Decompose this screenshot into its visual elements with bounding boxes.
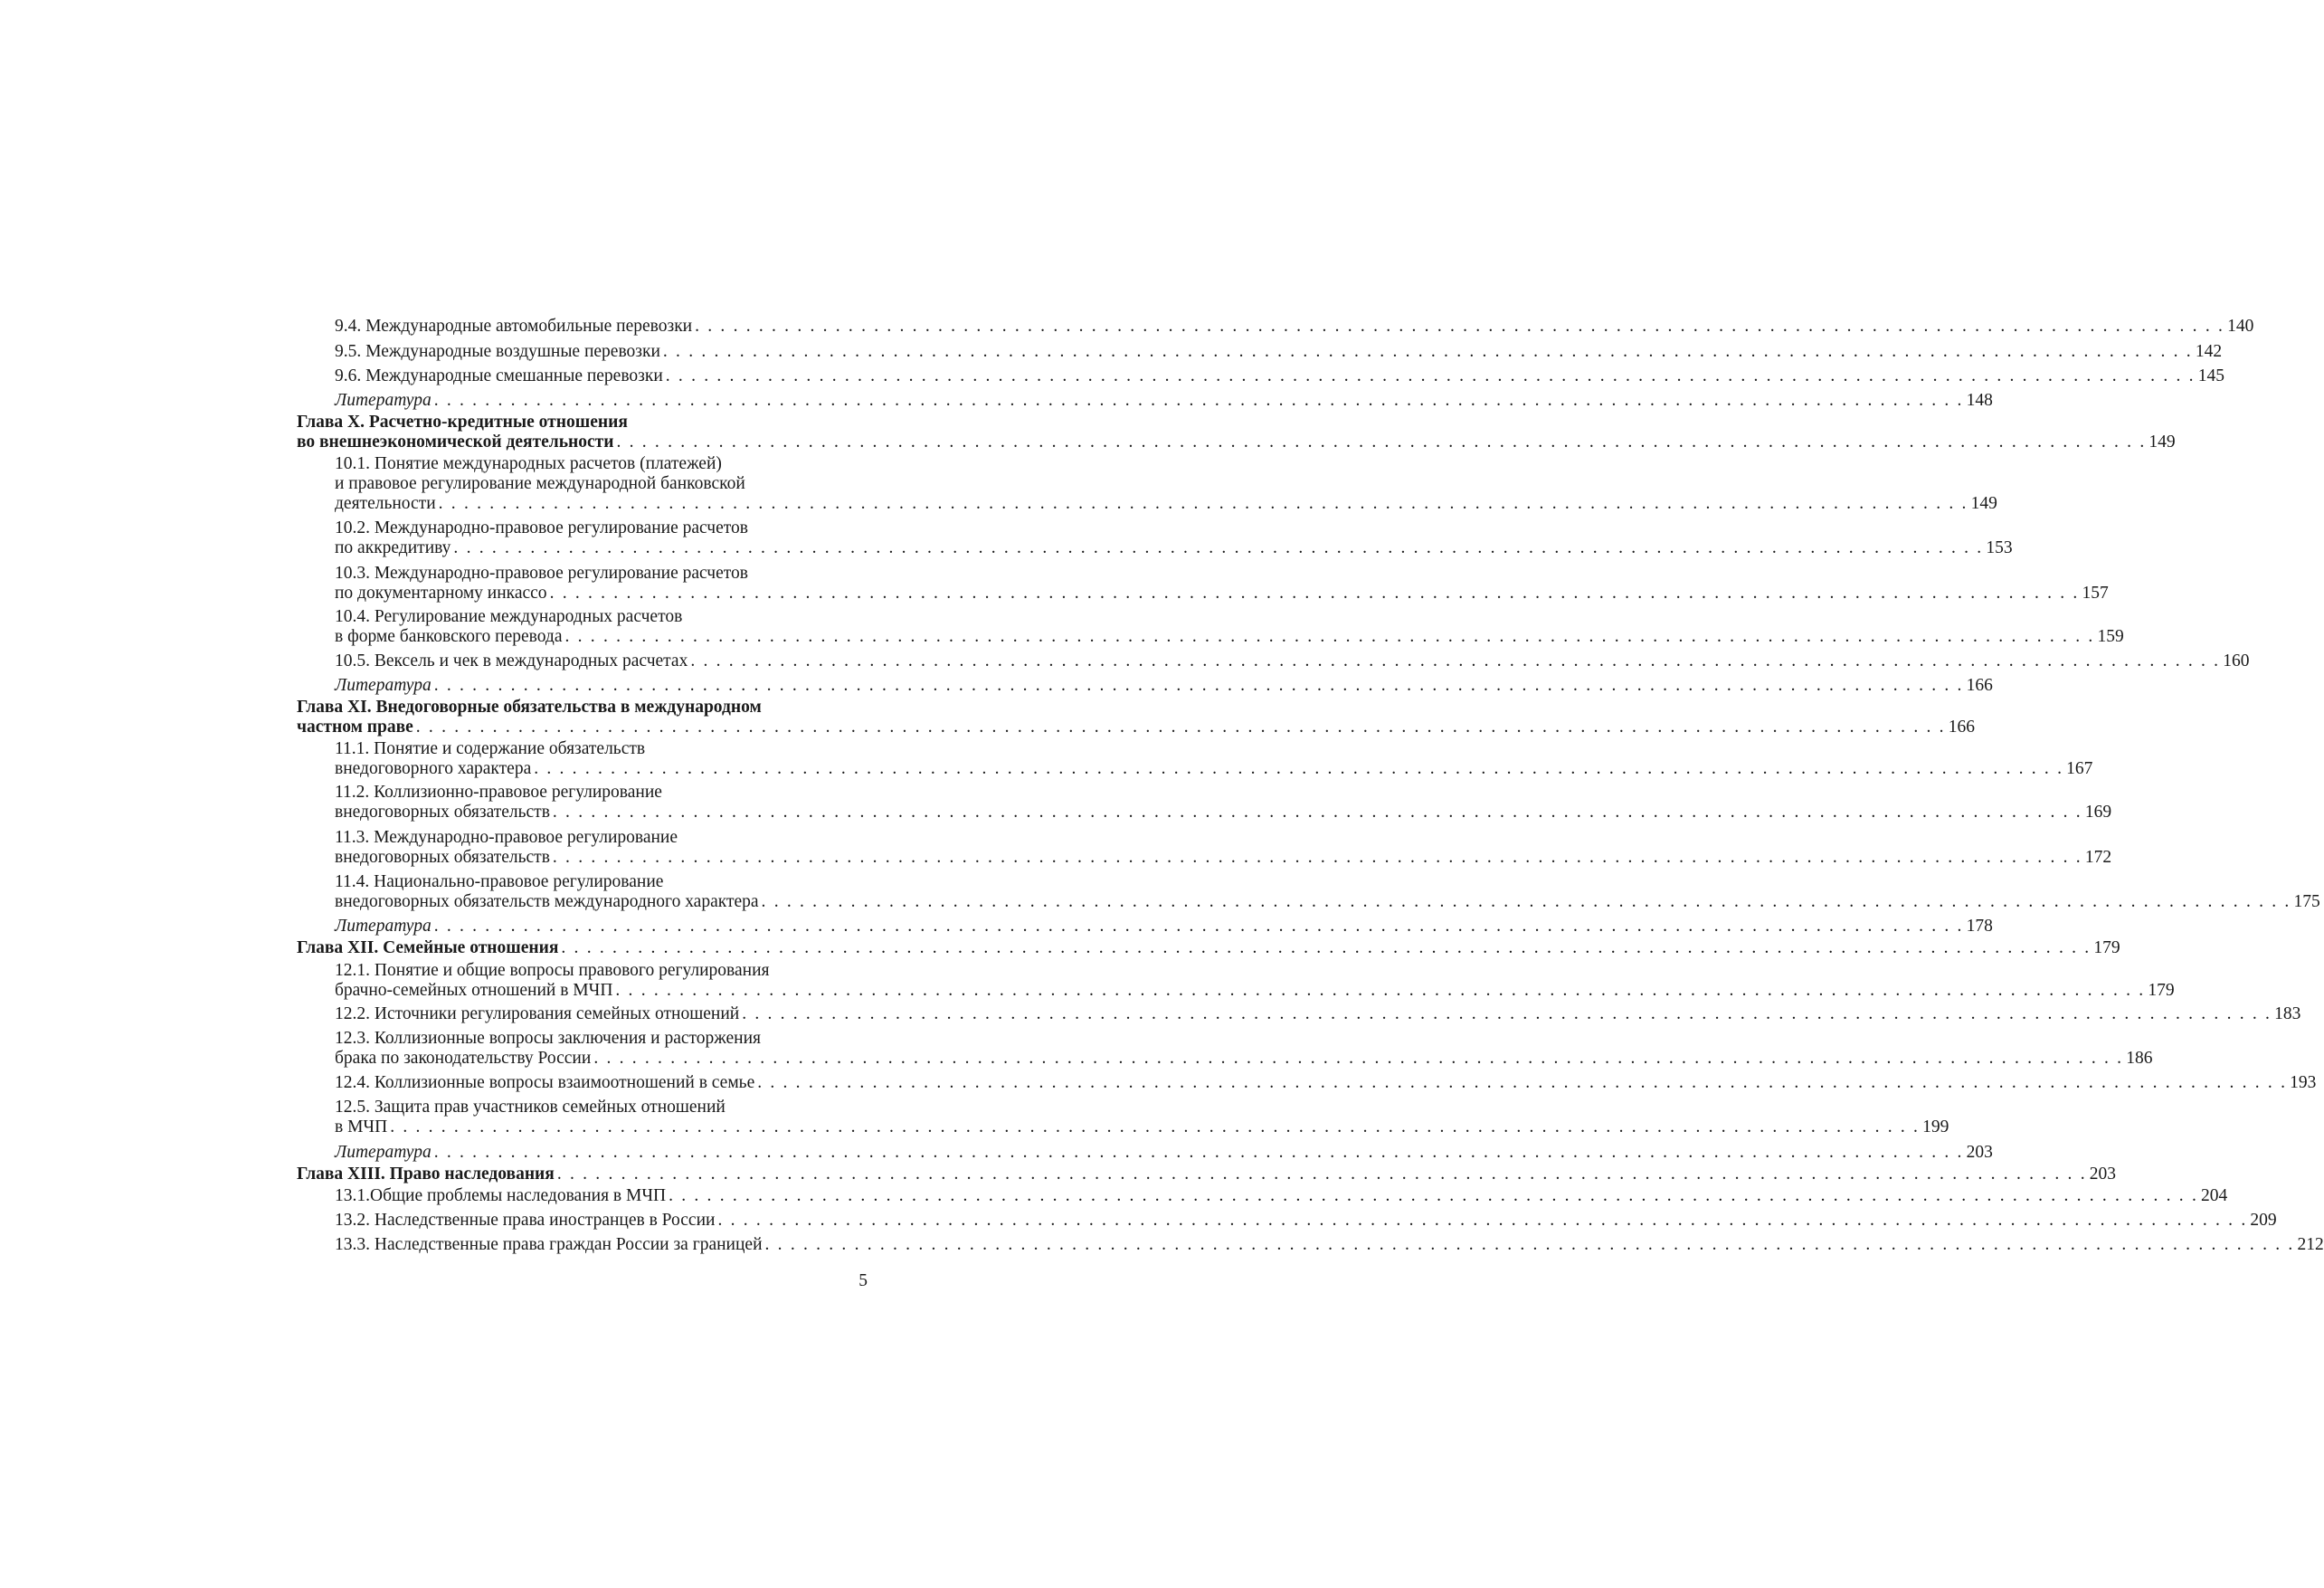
leader-dots: . . . . . . . . . . . . . . . . . . . . . . . . . . . . . . . . . . . . . . . . . . . . . . . . . . . . . . . . . . . . . . . . . . . . . . . . . . . . . . . . . . . . . . . . . . . . . . . . . . . . . . . . . . . . . . . . . . . . . . . . xyxy=(552,848,2082,867)
leader-dots: . . . . . . . . . . . . . . . . . . . . . . . . . . . . . . . . . . . . . . . . . . . . . . . . . . . . . . . . . . . . . . . . . . . . . . . . . . . . . . . . . . . . . . . . . . . . . . . . . . . . . . . . . . . . . . . . . . . . . . . . xyxy=(453,538,1984,557)
toc-entry-title: 12.2. Источники регулирования семейных отношений xyxy=(335,1004,740,1023)
toc-page-number: 142 xyxy=(2195,342,2223,361)
toc-entry-title: 11.1. Понятие и содержание обязательств xyxy=(335,739,646,758)
toc-entry-line xyxy=(335,607,868,627)
toc-page-number: 149 xyxy=(1970,494,1997,513)
toc-page-number: 145 xyxy=(2197,366,2224,385)
toc-page-number: 179 xyxy=(2093,938,2120,957)
toc-entry-title: 12.5. Защита прав участников семейных отношений xyxy=(335,1098,726,1117)
toc-entry-title: 9.4. Международные автомобильные перевозки xyxy=(335,317,693,336)
toc-page-number: 183 xyxy=(2274,1004,2301,1023)
toc-entry-title: 13.1.Общие проблемы наследования в МЧП xyxy=(335,1186,667,1205)
toc-page-number: 199 xyxy=(1922,1117,1949,1136)
toc-entry-last-line xyxy=(335,627,2124,647)
toc-entry-title: Глава X. Расчетно-кредитные отношения xyxy=(297,413,628,432)
toc-section[interactable] xyxy=(335,342,2223,362)
toc-entry-line xyxy=(335,783,868,803)
toc-entry-last-line xyxy=(335,676,1993,696)
toc-entry-last-line xyxy=(297,1165,2117,1184)
toc-section[interactable] xyxy=(335,961,2175,1001)
toc-chapter[interactable] xyxy=(297,413,2176,452)
toc-section[interactable] xyxy=(335,317,2254,337)
toc-entry-last-line xyxy=(335,342,2223,362)
leader-dots: . . . . . . . . . . . . . . . . . . . . . . . . . . . . . . . . . . . . . . . . . . . . . . . . . . . . . . . . . . . . . . . . . . . . . . . . . . . . . . . . . . . . . . . . . . . . . . . . . . . . . . . . . . . . . . . . . . . . . . . . xyxy=(433,676,1964,695)
toc-entry-last-line xyxy=(335,494,1997,514)
toc-page-number: 209 xyxy=(2250,1211,2277,1230)
leader-dots: . . . . . . . . . . . . . . . . . . . . . . . . . . . . . . . . . . . . . . . . . . . . . . . . . . . . . . . . . . . . . . . . . . . . . . . . . . . . . . . . . . . . . . . . . . . . . . . . . . . . . . . . . . . . . . . . . . . . . . . . xyxy=(593,1049,2124,1068)
toc-entry-last-line xyxy=(335,892,2320,912)
toc-chapter[interactable] xyxy=(297,938,2120,958)
toc-entry-line xyxy=(335,564,868,584)
toc-page-number: 175 xyxy=(2293,892,2320,911)
toc-page-number: 157 xyxy=(2082,584,2109,603)
leader-dots: . . . . . . . . . . . . . . . . . . . . . . . . . . . . . . . . . . . . . . . . . . . . . . . . . . . . . . . . . . . . . . . . . . . . . . . . . . . . . . . . . . . . . . . . . . . . . . . . . . . . . . . . . . . . . . . . . . . . . . . . xyxy=(534,759,2064,778)
toc-entry-last-line xyxy=(335,981,2175,1001)
toc-entry-title: внедоговорных обязательств xyxy=(335,803,550,822)
toc-page-number: 179 xyxy=(2148,981,2175,1000)
toc-entry-title: брачно-семейных отношений в МЧП xyxy=(335,981,613,1000)
toc-entry-title: по аккредитиву xyxy=(335,538,451,557)
leader-dots: . . . . . . . . . . . . . . . . . . . . . . . . . . . . . . . . . . . . . . . . . . . . . . . . . . . . . . . . . . . . . . . . . . . . . . . . . . . . . . . . . . . . . . . . . . . . . . . . . . . . . . . . . . . . . . . . . . . . . . . . xyxy=(764,1235,2295,1254)
toc-page-number: 148 xyxy=(1966,391,1993,410)
toc-page-number: 204 xyxy=(2201,1186,2228,1205)
toc-entry-last-line xyxy=(335,1049,2153,1069)
toc-entry-last-line xyxy=(297,938,2120,958)
leader-dots: . . . . . . . . . . . . . . . . . . . . . . . . . . . . . . . . . . . . . . . . . . . . . . . . . . . . . . . . . . . . . . . . . . . . . . . . . . . . . . . . . . . . . . . . . . . . . . . . . . . . . . . . . . . . . . . . . . . . . . . . xyxy=(665,366,2196,385)
leader-dots: . . . . . . . . . . . . . . . . . . . . . . . . . . . . . . . . . . . . . . . . . . . . . . . . . . . . . . . . . . . . . . . . . . . . . . . . . . . . . . . . . . . . . . . . . . . . . . . . . . . . . . . . . . . . . . . . . . . . . . . . xyxy=(717,1211,2248,1230)
leader-dots: . . . . . . . . . . . . . . . . . . . . . . . . . . . . . . . . . . . . . . . . . . . . . . . . . . . . . . . . . . . . . . . . . . . . . . . . . . . . . . . . . . . . . . . . . . . . . . . . . . . . . . . . . . . . . . . . . . . . . . . . xyxy=(433,391,1964,410)
toc-entry-title: 12.1. Понятие и общие вопросы правового регулирования xyxy=(335,961,770,980)
toc-page-number: 186 xyxy=(2126,1049,2153,1068)
toc-entry-last-line xyxy=(335,651,2250,671)
toc-page-number: 169 xyxy=(2084,803,2112,822)
toc-entry-title: деятельности xyxy=(335,494,436,513)
toc-entry-last-line xyxy=(335,759,2093,779)
toc-section[interactable] xyxy=(335,1004,2301,1024)
toc-entry-last-line xyxy=(335,1073,2317,1093)
toc-entry-line xyxy=(335,1098,868,1117)
toc-entry-line xyxy=(335,961,868,981)
toc-entry-title: внедоговорного характера xyxy=(335,759,532,778)
toc-section[interactable] xyxy=(335,366,2224,386)
toc-page-number: 203 xyxy=(1966,1143,1993,1162)
leader-dots: . . . . . . . . . . . . . . . . . . . . . . . . . . . . . . . . . . . . . . . . . . . . . . . . . . . . . . . . . . . . . . . . . . . . . . . . . . . . . . . . . . . . . . . . . . . . . . . . . . . . . . . . . . . . . . . . . . . . . . . . xyxy=(564,627,2095,646)
toc-entry-title: 13.3. Наследственные права граждан России за границей xyxy=(335,1235,763,1254)
toc-entry-line xyxy=(335,454,868,474)
leader-dots: . . . . . . . . . . . . . . . . . . . . . . . . . . . . . . . . . . . . . . . . . . . . . . . . . . . . . . . . . . . . . . . . . . . . . . . . . . . . . . . . . . . . . . . . . . . . . . . . . . . . . . . . . . . . . . . . . . . . . . . . xyxy=(556,1165,2087,1184)
toc-entry-line xyxy=(335,739,868,759)
toc-section[interactable] xyxy=(335,607,2124,647)
toc-entry-title: 12.3. Коллизионные вопросы заключения и расторжения xyxy=(335,1029,761,1048)
toc-entry-last-line xyxy=(335,584,2109,604)
toc-chapter[interactable] xyxy=(297,698,1975,737)
toc-section[interactable] xyxy=(335,564,2109,604)
leader-dots: . . . . . . . . . . . . . . . . . . . . . . . . . . . . . . . . . . . . . . . . . . . . . . . . . . . . . . . . . . . . . . . . . . . . . . . . . . . . . . . . . . . . . . . . . . . . . . . . . . . . . . . . . . . . . . . . . . . . . . . . xyxy=(742,1004,2272,1023)
leader-dots: . . . . . . . . . . . . . . . . . . . . . . . . . . . . . . . . . . . . . . . . . . . . . . . . . . . . . . . . . . . . . . . . . . . . . . . . . . . . . . . . . . . . . . . . . . . . . . . . . . . . . . . . . . . . . . . . . . . . . . . . xyxy=(695,317,2225,336)
toc-entry-title: в МЧП xyxy=(335,1117,388,1136)
toc-entry-title: Литература xyxy=(335,391,432,410)
toc-section[interactable] xyxy=(335,872,2320,912)
toc-entry-title: 10.4. Регулирование международных расчетов xyxy=(335,607,683,626)
toc-entry-last-line xyxy=(335,803,2112,823)
toc-entry-line xyxy=(297,413,868,433)
toc-page-number: 153 xyxy=(1986,538,2013,557)
toc-entry-line xyxy=(335,474,868,494)
toc-entry-title: Литература xyxy=(335,917,432,936)
toc-entry-title: частном праве xyxy=(297,718,413,737)
toc-entry-title: по документарному инкассо xyxy=(335,584,547,603)
toc-section[interactable] xyxy=(335,1235,2324,1255)
toc-entry-last-line xyxy=(335,1143,1993,1163)
toc-entry-title: и правовое регулирование международной банковской xyxy=(335,474,745,493)
toc-page-number: 166 xyxy=(1966,676,1993,695)
toc-page-number: 178 xyxy=(1966,917,1993,936)
toc-page-number: 149 xyxy=(2149,433,2176,452)
toc-entry-title: брака по законодательству России xyxy=(335,1049,592,1068)
leader-dots: . . . . . . . . . . . . . . . . . . . . . . . . . . . . . . . . . . . . . . . . . . . . . . . . . . . . . . . . . . . . . . . . . . . . . . . . . . . . . . . . . . . . . . . . . . . . . . . . . . . . . . . . . . . . . . . . . . . . . . . . xyxy=(561,938,2092,957)
page-number: 5 xyxy=(858,1271,868,1290)
toc-entry-title: 10.3. Международно-правовое регулирование расчетов xyxy=(335,564,748,583)
toc-entry-title: внедоговорных обязательств xyxy=(335,848,550,867)
toc-entry-title: в форме банковского перевода xyxy=(335,627,563,646)
toc-literature[interactable] xyxy=(335,391,1993,411)
toc-entry-title: Литература xyxy=(335,1143,432,1162)
leader-dots: . . . . . . . . . . . . . . . . . . . . . . . . . . . . . . . . . . . . . . . . . . . . . . . . . . . . . . . . . . . . . . . . . . . . . . . . . . . . . . . . . . . . . . . . . . . . . . . . . . . . . . . . . . . . . . . . . . . . . . . . xyxy=(433,917,1964,936)
toc-section[interactable] xyxy=(335,1073,2317,1093)
toc-entry-last-line xyxy=(335,538,2013,558)
toc-page-number: 193 xyxy=(2290,1073,2317,1092)
toc-entry-last-line xyxy=(335,1117,1949,1137)
toc-section[interactable] xyxy=(335,1211,2277,1231)
toc-entry-title: 11.3. Международно-правовое регулирование xyxy=(335,828,678,847)
toc-entry-title: Глава XIII. Право наследования xyxy=(297,1165,555,1184)
toc-entry-title: 10.1. Понятие международных расчетов (платежей) xyxy=(335,454,722,473)
toc-entry-last-line xyxy=(335,1235,2324,1255)
toc-literature[interactable] xyxy=(335,917,1993,937)
toc-page-number: 172 xyxy=(2084,848,2112,867)
toc-section[interactable] xyxy=(335,1029,2153,1069)
toc-entry-last-line xyxy=(335,848,2112,868)
toc-page-number: 212 xyxy=(2297,1235,2324,1254)
leader-dots: . . . . . . . . . . . . . . . . . . . . . . . . . . . . . . . . . . . . . . . . . . . . . . . . . . . . . . . . . . . . . . . . . . . . . . . . . . . . . . . . . . . . . . . . . . . . . . . . . . . . . . . . . . . . . . . . . . . . . . . . xyxy=(761,892,2291,911)
toc-section[interactable] xyxy=(335,739,2093,779)
leader-dots: . . . . . . . . . . . . . . . . . . . . . . . . . . . . . . . . . . . . . . . . . . . . . . . . . . . . . . . . . . . . . . . . . . . . . . . . . . . . . . . . . . . . . . . . . . . . . . . . . . . . . . . . . . . . . . . . . . . . . . . . xyxy=(662,342,2193,361)
toc-entry-line xyxy=(335,872,868,892)
toc-entry-line xyxy=(335,828,868,848)
toc-entry-line xyxy=(335,518,868,538)
leader-dots: . . . . . . . . . . . . . . . . . . . . . . . . . . . . . . . . . . . . . . . . . . . . . . . . . . . . . . . . . . . . . . . . . . . . . . . . . . . . . . . . . . . . . . . . . . . . . . . . . . . . . . . . . . . . . . . . . . . . . . . . xyxy=(616,433,2147,452)
toc-literature[interactable] xyxy=(335,1143,1993,1163)
toc-entry-last-line xyxy=(297,433,2176,452)
leader-dots: . . . . . . . . . . . . . . . . . . . . . . . . . . . . . . . . . . . . . . . . . . . . . . . . . . . . . . . . . . . . . . . . . . . . . . . . . . . . . . . . . . . . . . . . . . . . . . . . . . . . . . . . . . . . . . . . . . . . . . . . xyxy=(757,1073,2288,1092)
toc-literature[interactable] xyxy=(335,676,1993,696)
leader-dots: . . . . . . . . . . . . . . . . . . . . . . . . . . . . . . . . . . . . . . . . . . . . . . . . . . . . . . . . . . . . . . . . . . . . . . . . . . . . . . . . . . . . . . . . . . . . . . . . . . . . . . . . . . . . . . . . . . . . . . . . xyxy=(669,1186,2199,1205)
toc-entry-title: 10.2. Международно-правовое регулирование расчетов xyxy=(335,518,748,537)
leader-dots: . . . . . . . . . . . . . . . . . . . . . . . . . . . . . . . . . . . . . . . . . . . . . . . . . . . . . . . . . . . . . . . . . . . . . . . . . . . . . . . . . . . . . . . . . . . . . . . . . . . . . . . . . . . . . . . . . . . . . . . . xyxy=(415,718,1946,737)
toc-section[interactable] xyxy=(335,518,2013,558)
toc-chapter[interactable] xyxy=(297,1165,2117,1184)
toc-entry-title: во внешнеэкономической деятельности xyxy=(297,433,614,452)
toc-entry-last-line xyxy=(335,917,1993,937)
leader-dots: . . . . . . . . . . . . . . . . . . . . . . . . . . . . . . . . . . . . . . . . . . . . . . . . . . . . . . . . . . . . . . . . . . . . . . . . . . . . . . . . . . . . . . . . . . . . . . . . . . . . . . . . . . . . . . . . . . . . . . . . xyxy=(615,981,2146,1000)
toc-entry-last-line xyxy=(335,391,1993,411)
toc-entry-title: 10.5. Вексель и чек в международных расчетах xyxy=(335,651,688,670)
toc-page-number: 167 xyxy=(2066,759,2093,778)
leader-dots: . . . . . . . . . . . . . . . . . . . . . . . . . . . . . . . . . . . . . . . . . . . . . . . . . . . . . . . . . . . . . . . . . . . . . . . . . . . . . . . . . . . . . . . . . . . . . . . . . . . . . . . . . . . . . . . . . . . . . . . . xyxy=(433,1143,1964,1162)
toc-page-number: 166 xyxy=(1948,718,1975,737)
toc-entry-line xyxy=(335,1029,868,1049)
toc-entry-title: 13.2. Наследственные права иностранцев в России xyxy=(335,1211,716,1230)
toc-section[interactable] xyxy=(335,1186,2228,1206)
toc-section[interactable] xyxy=(335,651,2250,671)
toc-entry-title: 11.4. Национально-правовое регулирование xyxy=(335,872,664,891)
leader-dots: . . . . . . . . . . . . . . . . . . . . . . . . . . . . . . . . . . . . . . . . . . . . . . . . . . . . . . . . . . . . . . . . . . . . . . . . . . . . . . . . . . . . . . . . . . . . . . . . . . . . . . . . . . . . . . . . . . . . . . . . xyxy=(552,803,2082,822)
toc-entry-line xyxy=(297,698,868,718)
leader-dots: . . . . . . . . . . . . . . . . . . . . . . . . . . . . . . . . . . . . . . . . . . . . . . . . . . . . . . . . . . . . . . . . . . . . . . . . . . . . . . . . . . . . . . . . . . . . . . . . . . . . . . . . . . . . . . . . . . . . . . . . xyxy=(438,494,1968,513)
toc-entry-title: Глава XI. Внедоговорные обязательства в международном xyxy=(297,698,762,717)
toc-entry-title: Литература xyxy=(335,676,432,695)
toc-entry-title: Глава XII. Семейные отношения xyxy=(297,938,559,957)
toc-section[interactable] xyxy=(335,454,1997,514)
toc-page-number: 159 xyxy=(2097,627,2124,646)
toc-entry-last-line xyxy=(335,317,2254,337)
toc-page-number: 140 xyxy=(2227,317,2254,336)
toc-entry-last-line xyxy=(297,718,1975,737)
toc-entry-title: 12.4. Коллизионные вопросы взаимоотношений в семье xyxy=(335,1073,755,1092)
toc-entry-last-line xyxy=(335,1004,2301,1024)
toc-entry-title: 11.2. Коллизионно-правовое регулирование xyxy=(335,783,662,802)
toc-entry-last-line xyxy=(335,1186,2228,1206)
toc-page-number: 203 xyxy=(2089,1165,2117,1184)
leader-dots: . . . . . . . . . . . . . . . . . . . . . . . . . . . . . . . . . . . . . . . . . . . . . . . . . . . . . . . . . . . . . . . . . . . . . . . . . . . . . . . . . . . . . . . . . . . . . . . . . . . . . . . . . . . . . . . . . . . . . . . . xyxy=(390,1117,1921,1136)
toc-section[interactable] xyxy=(335,828,2112,868)
toc-section[interactable] xyxy=(335,1098,1949,1137)
toc-entry-title: 9.6. Международные смешанные перевозки xyxy=(335,366,663,385)
toc-entry-last-line xyxy=(335,366,2224,386)
toc-entry-last-line xyxy=(335,1211,2277,1231)
toc-page-number: 160 xyxy=(2223,651,2250,670)
toc-entry-title: 9.5. Международные воздушные перевозки xyxy=(335,342,660,361)
toc-entry-title: внедоговорных обязательств международного характера xyxy=(335,892,759,911)
leader-dots: . . . . . . . . . . . . . . . . . . . . . . . . . . . . . . . . . . . . . . . . . . . . . . . . . . . . . . . . . . . . . . . . . . . . . . . . . . . . . . . . . . . . . . . . . . . . . . . . . . . . . . . . . . . . . . . . . . . . . . . . xyxy=(549,584,2080,603)
leader-dots: . . . . . . . . . . . . . . . . . . . . . . . . . . . . . . . . . . . . . . . . . . . . . . . . . . . . . . . . . . . . . . . . . . . . . . . . . . . . . . . . . . . . . . . . . . . . . . . . . . . . . . . . . . . . . . . . . . . . . . . . xyxy=(690,651,2221,670)
toc-section[interactable] xyxy=(335,783,2112,823)
